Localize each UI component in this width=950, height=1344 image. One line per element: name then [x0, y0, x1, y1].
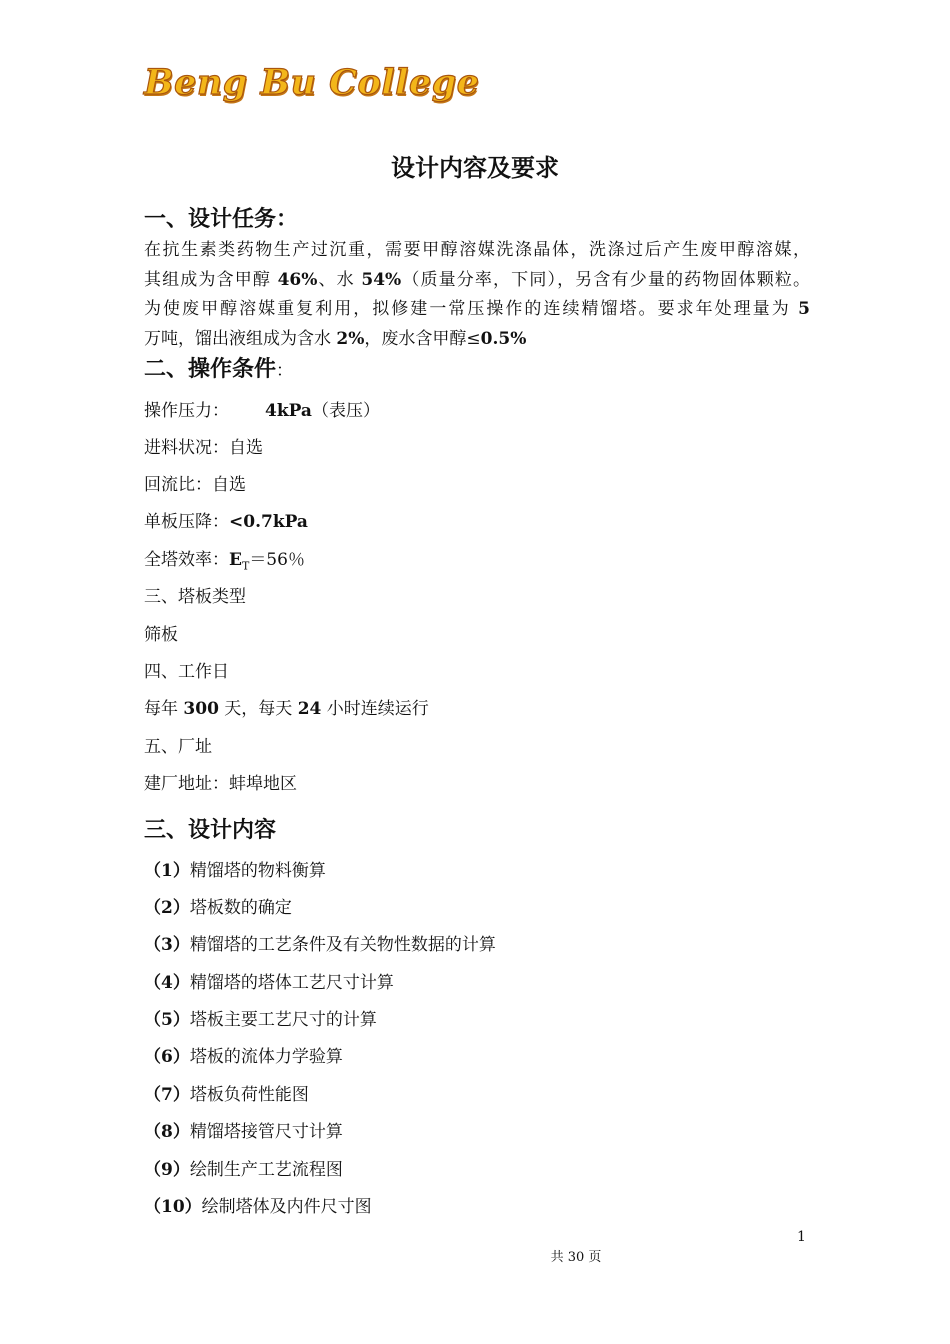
reflux-ratio: 回流比：自选	[144, 475, 246, 495]
paragraph-line: 其组成为含甲醇 46%、水 54%（质量分率，下同），另含有少量的药物固体颗粒。	[144, 269, 810, 290]
list-item: （8）精馏塔接管尺寸计算	[144, 1122, 343, 1142]
workday-schedule: 每年 300 天，每天 24 小时连续运行	[144, 699, 429, 719]
list-item: （4）精馏塔的塔体工艺尺寸计算	[144, 973, 394, 993]
plate-type-heading: 三、塔板类型	[144, 587, 246, 607]
list-item: （10）绘制塔体及内件尺寸图	[144, 1197, 372, 1217]
workday-heading: 四、工作日	[144, 662, 229, 682]
plate-type: 筛板	[144, 625, 178, 645]
site-location: 建厂地址：蚌埠地区	[144, 774, 297, 794]
section-heading-design-content: 三、设计内容	[144, 817, 277, 843]
list-item: （5）塔板主要工艺尺寸的计算	[144, 1010, 377, 1030]
list-item: （7）塔板负荷性能图	[144, 1085, 309, 1105]
list-item: （9）绘制生产工艺流程图	[144, 1160, 343, 1180]
college-logo: Beng Bu College	[144, 62, 480, 103]
page-number: 1	[797, 1229, 806, 1245]
feed-condition: 进料状况：自选	[144, 438, 263, 458]
list-item: （3）精馏塔的工艺条件及有关物性数据的计算	[144, 935, 496, 955]
section-heading-design-task: 一、设计任务：	[144, 206, 299, 232]
paragraph-line: 为使废甲醇溶媒重复利用，拟修建一常压操作的连续精馏塔。要求年处理量为 5	[144, 299, 810, 319]
page-title: 设计内容及要求	[391, 153, 559, 182]
design-task-paragraph	[144, 236, 810, 354]
site-heading: 五、厂址	[144, 737, 212, 757]
list-item: （1）精馏塔的物料衡算	[144, 861, 326, 881]
paragraph-line: 万吨，馏出液组成为含水 2%，废水含甲醇≤0.5%	[144, 328, 527, 349]
list-item: （6）塔板的流体力学验算	[144, 1047, 343, 1067]
section-heading-operating-conditions: 二、操作条件：	[144, 356, 294, 382]
list-item: （2）塔板数的确定	[144, 898, 292, 918]
page-total: 共 30 页	[550, 1250, 602, 1265]
operating-pressure: 操作压力： 4kPa（表压）	[144, 401, 380, 421]
column-efficiency: 全塔效率：$E_T=56$％	[144, 550, 305, 573]
paragraph-line: 在抗生素类药物生产过沉重，需要甲醇溶媒洗涤晶体，洗涤过后产生废甲醇溶媒，	[144, 240, 810, 260]
plate-pressure-drop: 单板压降：<0.7kPa	[144, 512, 308, 532]
